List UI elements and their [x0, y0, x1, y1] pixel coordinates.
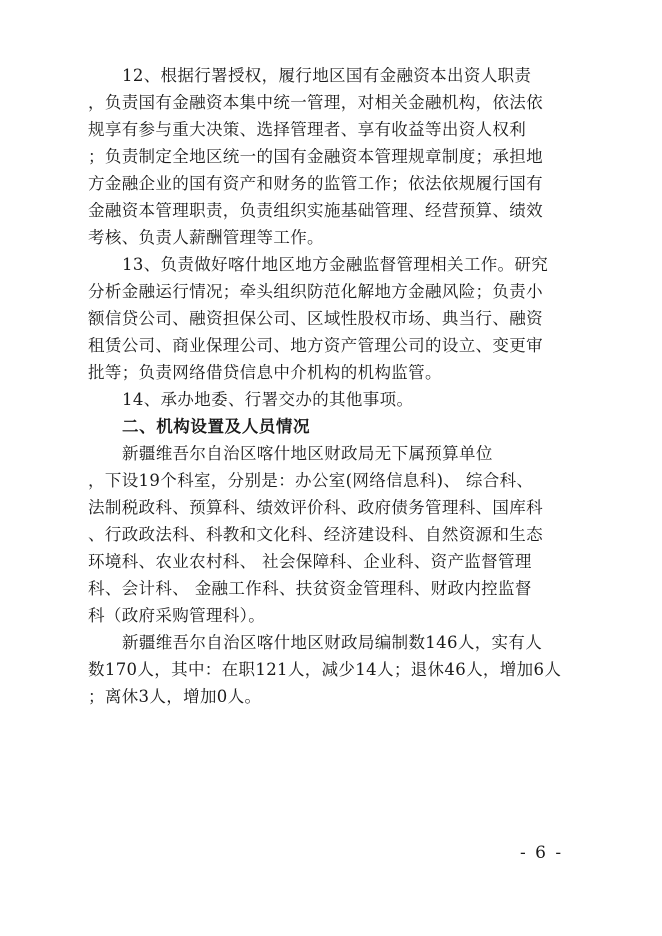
paragraph-13-line-3: 额信贷公司、融资担保公司、区域性股权市场、典当行、融资 [88, 309, 543, 328]
org-paragraph-line-5: 环境科、农业农村科、 社会保障科、企业科、资产监督管理 [88, 552, 532, 571]
paragraph-13-line-4: 租赁公司、商业保理公司、地方资产管理公司的设立、变更审 [88, 336, 543, 355]
paragraph-13-line-2: 分析金融运行情况；牵头组织防范化解地方金融风险；负责小 [88, 282, 543, 301]
paragraph-13-line-1: 13、负责做好喀什地区地方金融监督管理相关工作。研究 [122, 255, 549, 274]
paragraph-12-line-6: 金融资本管理职责，负责组织实施基础管理、经营预算、绩效 [88, 201, 543, 220]
org-paragraph-line-7: 科（政府采购管理科）。 [88, 606, 266, 625]
paragraph-13-line-5: 批等；负责网络借贷信息中介机构的机构监管。 [88, 363, 442, 382]
page-number: - 6 - [520, 843, 564, 863]
paragraph-14: 14、承办地委、行署交办的其他事项。 [122, 390, 414, 409]
org-paragraph-line-4: 、行政政法科、科教和文化科、经济建设科、自然资源和生态 [88, 525, 543, 544]
org-paragraph-line-1: 新疆维吾尔自治区喀什地区财政局无下属预算单位 [122, 444, 493, 463]
staff-paragraph-line-3: ；离休3人，增加0人。 [88, 687, 262, 706]
org-paragraph-line-6: 科、会计科、 金融工作科、扶贫资金管理科、财政内控监督 [88, 579, 532, 598]
paragraph-12-line-4: ；负责制定全地区统一的国有金融资本管理规章制度；承担地 [88, 147, 543, 166]
section-heading: 二、机构设置及人员情况 [122, 417, 311, 436]
paragraph-12-line-5: 方金融企业的国有资产和财务的监管工作；依法依规履行国有 [88, 174, 543, 193]
staff-paragraph-line-1: 新疆维吾尔自治区喀什地区财政局编制数146人，实有人 [122, 633, 543, 652]
org-paragraph-line-3: 法制税政科、预算科、绩效评价科、政府债务管理科、国库科 [88, 498, 543, 517]
paragraph-12-line-3: 规享有参与重大决策、选择管理者、享有收益等出资人权利 [88, 120, 527, 139]
org-paragraph-line-2: ，下设19个科室，分别是：办公室(网络信息科)、 综合科、 [88, 471, 534, 490]
paragraph-12-line-1: 12、根据行署授权，履行地区国有金融资本出资人职责 [122, 66, 532, 85]
paragraph-12-line-2: ，负责国有金融资本集中统一管理，对相关金融机构，依法依 [88, 93, 543, 112]
staff-paragraph-line-2: 数170人，其中：在职121人，减少14人；退休46人，增加6人 [88, 660, 562, 679]
paragraph-12-line-7: 考核、负责人薪酬管理等工作。 [88, 228, 324, 247]
